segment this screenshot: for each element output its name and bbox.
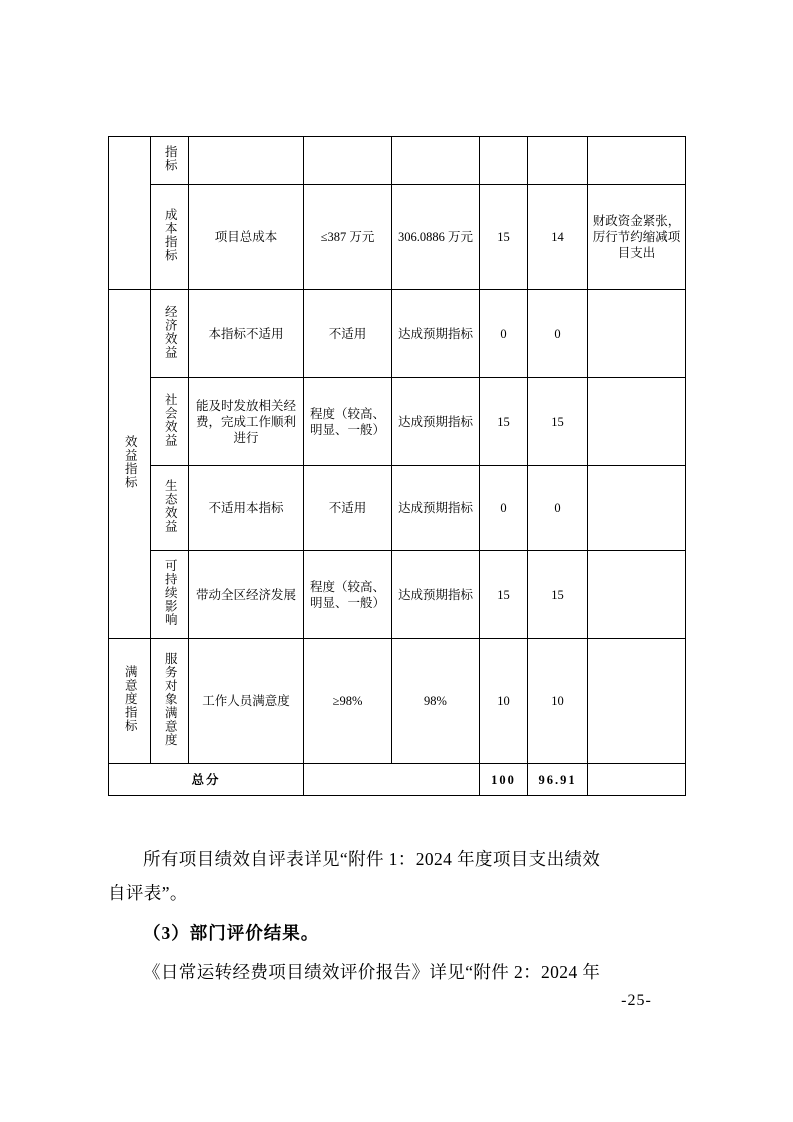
cell-score: 15 [528, 551, 588, 639]
table-row [109, 639, 686, 764]
cell-score: 0 [528, 466, 588, 551]
table-total-row [109, 764, 686, 796]
table-row [109, 290, 686, 378]
page-number [0, 992, 793, 1010]
total-label: 总分 [109, 764, 304, 796]
cell-remark [588, 639, 686, 764]
cell-remark [588, 551, 686, 639]
page-number-text: -25- [621, 992, 652, 1009]
cell-remark [588, 290, 686, 378]
total-remark [588, 764, 686, 796]
cell-score: 10 [528, 639, 588, 764]
table-row [109, 551, 686, 639]
cell-target: 不适用 [304, 466, 392, 551]
cell-remark: 财政资金紧张，厉行节约缩减项目支出 [588, 185, 686, 290]
cell-score [528, 137, 588, 185]
cell-full-score: 15 [480, 551, 528, 639]
cell-subgroup-service-object: 服务对象满意度 [151, 639, 189, 764]
cell-target: ≥98% [304, 639, 392, 764]
total-score: 96.91 [528, 764, 588, 796]
cell-target [304, 137, 392, 185]
cell-remark [588, 466, 686, 551]
table-row [109, 466, 686, 551]
cell-actual [392, 137, 480, 185]
cell-subgroup-ecological: 生态效益 [151, 466, 189, 551]
table-row [109, 185, 686, 290]
cell-full-score [480, 137, 528, 185]
cell-subgroup-indicator: 指标 [151, 137, 189, 185]
cell-target: 不适用 [304, 290, 392, 378]
cell-indicator: 不适用本指标 [189, 466, 304, 551]
cell-remark [588, 378, 686, 466]
cell-subgroup-social: 社会效益 [151, 378, 189, 466]
cell-actual: 达成预期指标 [392, 378, 480, 466]
cell-subgroup-sustainable: 可持续影响 [151, 551, 189, 639]
cell-actual: 达成预期指标 [392, 466, 480, 551]
cell-actual: 98% [392, 639, 480, 764]
cell-indicator: 本指标不适用 [189, 290, 304, 378]
total-empty [304, 764, 480, 796]
cell-indicator: 能及时发放相关经费，完成工作顺利进行 [189, 378, 304, 466]
cell-full-score: 15 [480, 185, 528, 290]
cell-score: 14 [528, 185, 588, 290]
cell-actual: 达成预期指标 [392, 290, 480, 378]
paragraph-line: 《日常运转经费项目绩效评价报告》详见“附件 2：2024 年 [143, 962, 601, 982]
heading-department-evaluation [108, 916, 686, 950]
cell-score: 0 [528, 290, 588, 378]
cell-remark [588, 137, 686, 185]
cell-target: 程度（较高、明显、一般） [304, 551, 392, 639]
cell-indicator [189, 137, 304, 185]
paragraph-evaluation-report [108, 955, 686, 989]
cell-full-score: 0 [480, 290, 528, 378]
table-row [109, 137, 686, 185]
cell-full-score: 15 [480, 378, 528, 466]
cell-score: 15 [528, 378, 588, 466]
table-row [109, 378, 686, 466]
cell-group-benefit: 效益指标 [109, 290, 151, 639]
paragraph-line: 自评表”。 [108, 883, 188, 904]
cell-actual: 达成预期指标 [392, 551, 480, 639]
paragraph-line: 所有项目绩效自评表详见“附件 1：2024 年度项目支出绩效 [143, 849, 601, 869]
total-full-score: 100 [480, 764, 528, 796]
paragraph-attachment-note [108, 842, 686, 910]
cell-subgroup-cost: 成本指标 [151, 185, 189, 290]
cell-target: ≤387 万元 [304, 185, 392, 290]
performance-evaluation-table [108, 136, 686, 796]
cell-group-satisfaction: 满意度指标 [109, 639, 151, 764]
cell-indicator: 工作人员满意度 [189, 639, 304, 764]
cell-target: 程度（较高、明显、一般） [304, 378, 392, 466]
cell-full-score: 10 [480, 639, 528, 764]
cell-subgroup-economic: 经济效益 [151, 290, 189, 378]
heading-text: （3）部门评价结果。 [143, 923, 320, 943]
cell-actual: 306.0886 万元 [392, 185, 480, 290]
cell-indicator: 项目总成本 [189, 185, 304, 290]
cell-group-empty [109, 137, 151, 290]
cell-indicator: 带动全区经济发展 [189, 551, 304, 639]
cell-full-score: 0 [480, 466, 528, 551]
